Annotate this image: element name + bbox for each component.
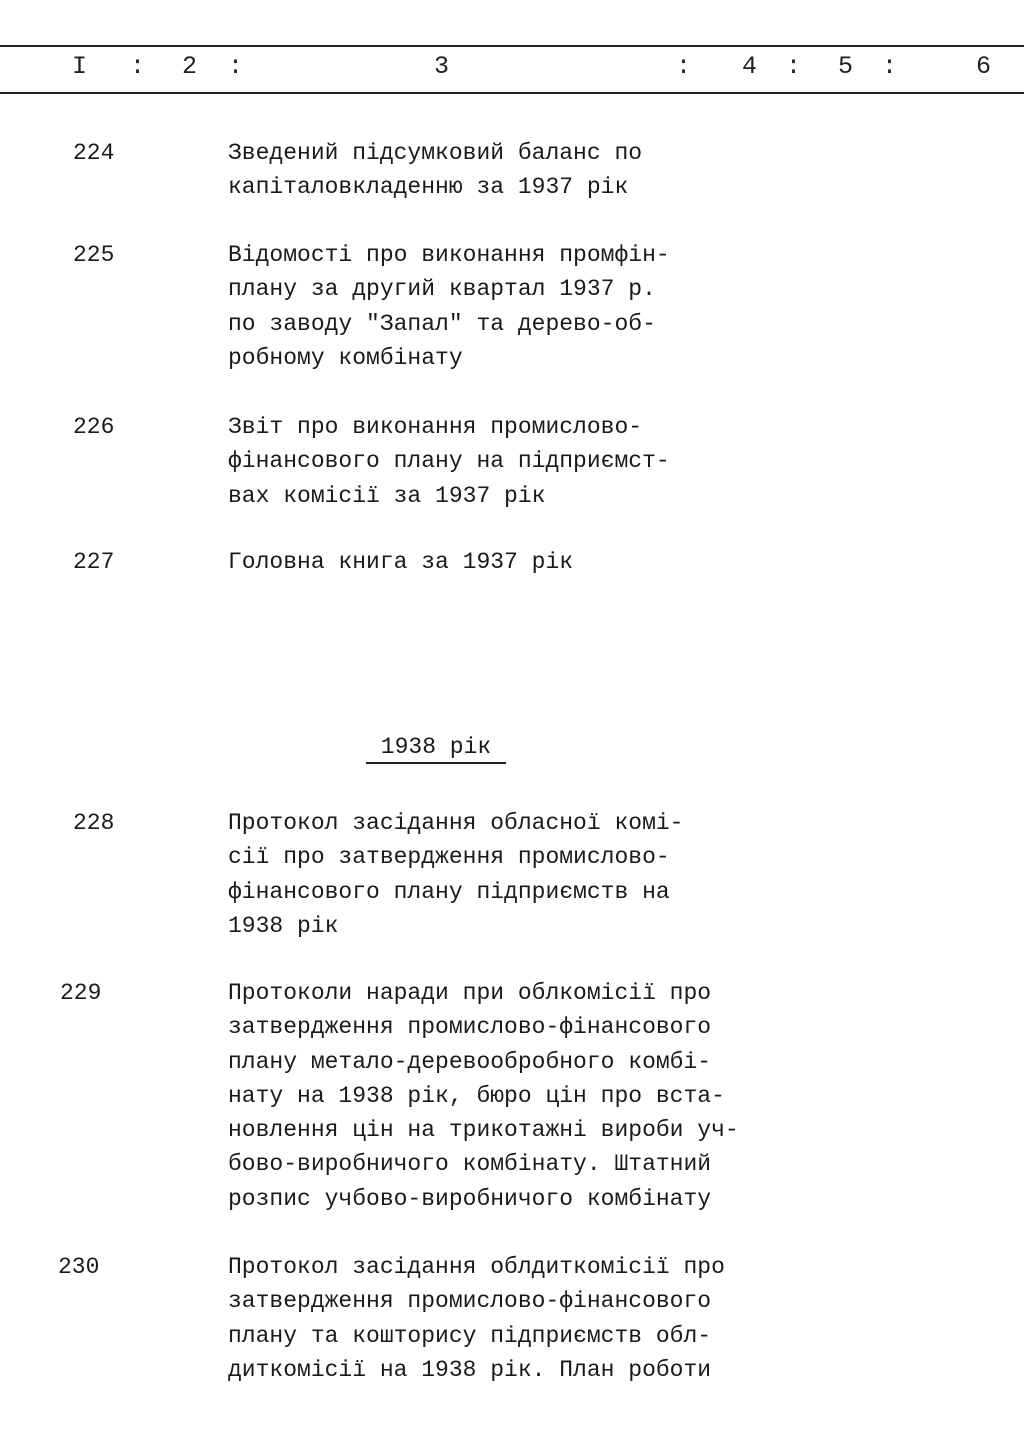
entry-title-line: робному комбінату <box>228 344 463 371</box>
column-header-5: 5 <box>838 52 854 81</box>
column-header-2: 2 <box>182 52 198 81</box>
entry-title-line: затвердження промислово-фінансового <box>228 1014 712 1041</box>
entry-title <box>228 410 670 513</box>
entry-title-line: фінансового плану підприємств на <box>228 878 670 905</box>
entry-title-line: плану метало-деревообробного комбі- <box>228 1048 712 1075</box>
section-heading-1938: 1938 рік <box>366 734 506 764</box>
entry-title-line: вах комісії за 1937 рік <box>228 482 546 509</box>
entry-title-line: по заводу "Запал" та дерево-об- <box>228 310 656 337</box>
header-bottom-rule <box>0 92 1024 94</box>
entry-title <box>228 238 670 375</box>
entry-title <box>228 136 642 205</box>
column-header-3: 3 <box>434 52 450 81</box>
entry-title-line: 1938 рік <box>228 912 339 939</box>
entry-number: 224 <box>73 140 115 166</box>
column-separator: : <box>130 52 146 81</box>
entry-title <box>228 976 739 1216</box>
entry-number: 227 <box>73 549 115 575</box>
entry-title-line: фінансового плану на підприємст- <box>228 448 670 475</box>
entry-title <box>228 806 683 943</box>
entry-title-line: Зведений підсумковий баланс по <box>228 140 643 166</box>
entry-title-line: бово-виробничого комбінату. Штатний <box>228 1151 712 1178</box>
entry-title-line: Протокол засідання облдиткомісії про <box>228 1254 725 1280</box>
entry-title-line: Головна книга за 1937 рік <box>228 549 574 575</box>
column-separator: : <box>228 52 244 81</box>
entry-title-line: Відомості про виконання промфін- <box>228 242 670 268</box>
column-separator: : <box>786 52 802 81</box>
entry-number: 228 <box>73 810 115 836</box>
column-header-1: I <box>72 52 88 81</box>
column-header-6: 6 <box>976 52 992 81</box>
entry-title-line: затвердження промислово-фінансового <box>228 1288 712 1315</box>
column-separator: : <box>676 52 692 81</box>
column-separator: : <box>882 52 898 81</box>
entry-title <box>228 545 573 579</box>
entry-title-line: нату на 1938 рік, бюро цін про вста- <box>228 1082 725 1109</box>
entry-title-line: новлення цін на трикотажні вироби уч- <box>228 1117 739 1144</box>
entry-title-line: плану та кошторису підприємств обл- <box>228 1322 712 1349</box>
entry-title-line: сії про затвердження промислово- <box>228 844 670 871</box>
entry-title-line: Протоколи наради при облкомісії про <box>228 980 712 1006</box>
entry-title-line: капіталовкладенню за 1937 рік <box>228 174 629 201</box>
entry-number: 225 <box>73 242 115 268</box>
entry-title <box>228 1250 725 1387</box>
entry-title-line: розпис учбово-виробничого комбінату <box>228 1185 712 1212</box>
entry-title-line: Протокол засідання обласної комі- <box>228 810 684 836</box>
column-header-4: 4 <box>742 52 758 81</box>
entry-title-line: плану за другий квартал 1937 р. <box>228 276 656 303</box>
header-top-rule <box>0 45 1024 47</box>
entry-number: 230 <box>58 1254 100 1280</box>
entry-number: 229 <box>60 980 102 1006</box>
entry-title-line: Звіт про виконання промислово- <box>228 414 643 440</box>
entry-number: 226 <box>73 414 115 440</box>
entry-title-line: диткомісії на 1938 рік. План роботи <box>228 1356 712 1383</box>
